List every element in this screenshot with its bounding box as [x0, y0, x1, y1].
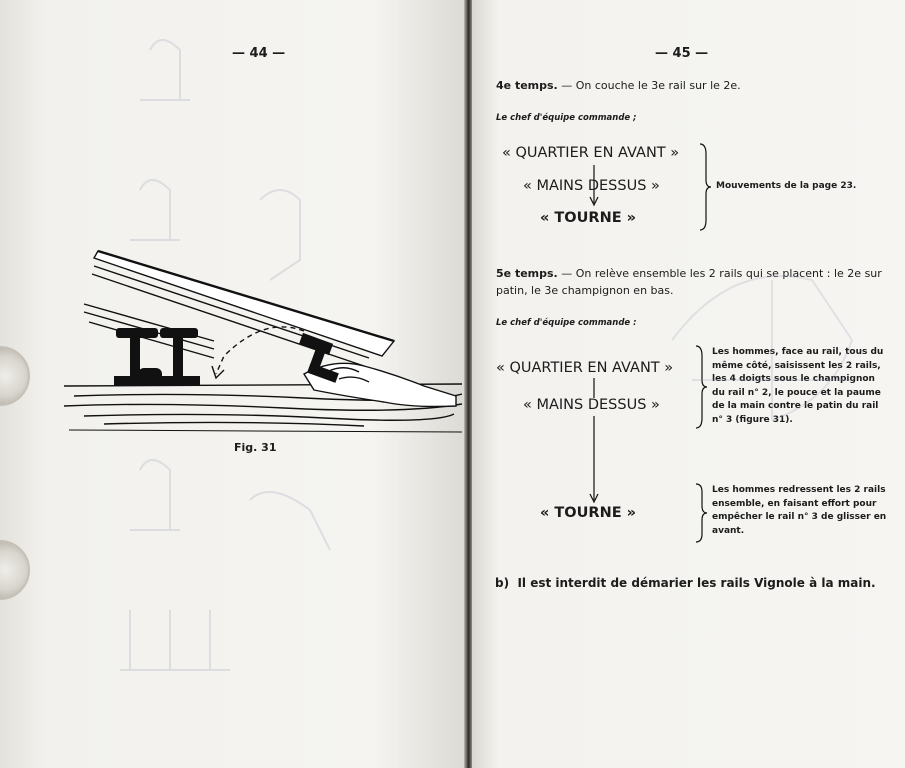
- order-tourne: « TOURNE »: [540, 505, 637, 521]
- final-rule-text: Il est interdit de démarier les rails Vignole à la main.: [517, 576, 876, 590]
- step-5-commande: Le chef d'équipe commande :: [496, 318, 637, 328]
- connector-line: [588, 378, 600, 400]
- note-line: ensemble, en faisant effort pour: [712, 498, 877, 509]
- note-line: les 4 doigts sous le champignon: [712, 374, 875, 384]
- note-line: du rail n° 2, le pouce et la paume: [712, 387, 881, 398]
- final-rule: [495, 576, 876, 590]
- order-quartier-en-avant: « QUARTIER EN AVANT »: [496, 360, 674, 376]
- page-number-left: — 44 —: [232, 46, 286, 61]
- binder-ring: [0, 346, 30, 406]
- step-4-commande: Le chef d'équipe commande ;: [496, 113, 637, 123]
- binder-ring: [0, 540, 30, 600]
- order-quartier-en-avant: « QUARTIER EN AVANT »: [502, 145, 680, 161]
- note-line: même côté, saisissent les 2 rails,: [712, 360, 881, 371]
- page-number-right: — 45 —: [655, 46, 709, 61]
- bleed-through-shapes: [652, 220, 892, 460]
- note-line: avant.: [712, 525, 745, 536]
- final-rule-label: b): [495, 576, 510, 590]
- note-line: Les hommes, face au rail, tous du: [712, 347, 884, 357]
- brace-icon: [698, 142, 712, 232]
- step-4-note: Mouvements de la page 23.: [716, 181, 857, 191]
- bleed-through-shapes: [110, 30, 410, 710]
- step-4-label: 4e temps.: [496, 79, 558, 92]
- step-4-text: [496, 79, 741, 92]
- step-5-description-line2: patin, le 3e champignon en bas.: [496, 284, 674, 297]
- step-5-note-2: [712, 484, 892, 538]
- note-line: empêcher le rail n° 3 de glisser en: [712, 512, 887, 522]
- order-tourne: « TOURNE »: [540, 210, 637, 226]
- brace-icon: [694, 482, 708, 544]
- order-mains-dessus: « MAINS DESSUS »: [523, 397, 660, 413]
- note-line: de la main contre le patin du rail: [712, 401, 879, 411]
- step-5-label: 5e temps.: [496, 267, 558, 280]
- right-page: [472, 0, 905, 768]
- note-line: n° 3 (figure 31).: [712, 414, 793, 425]
- order-mains-dessus: « MAINS DESSUS »: [523, 178, 660, 194]
- note-line: Les hommes redressent les 2 rails: [712, 485, 886, 495]
- down-arrow-icon: [588, 163, 600, 211]
- step-4-description: — On couche le 3e rail sur le 2e.: [557, 79, 741, 92]
- down-arrow-icon: [588, 414, 600, 506]
- step-5-description-line1: — On relève ensemble les 2 rails qui se placent : le 2e sur: [557, 267, 882, 280]
- figure-caption: Fig. 31: [234, 441, 277, 454]
